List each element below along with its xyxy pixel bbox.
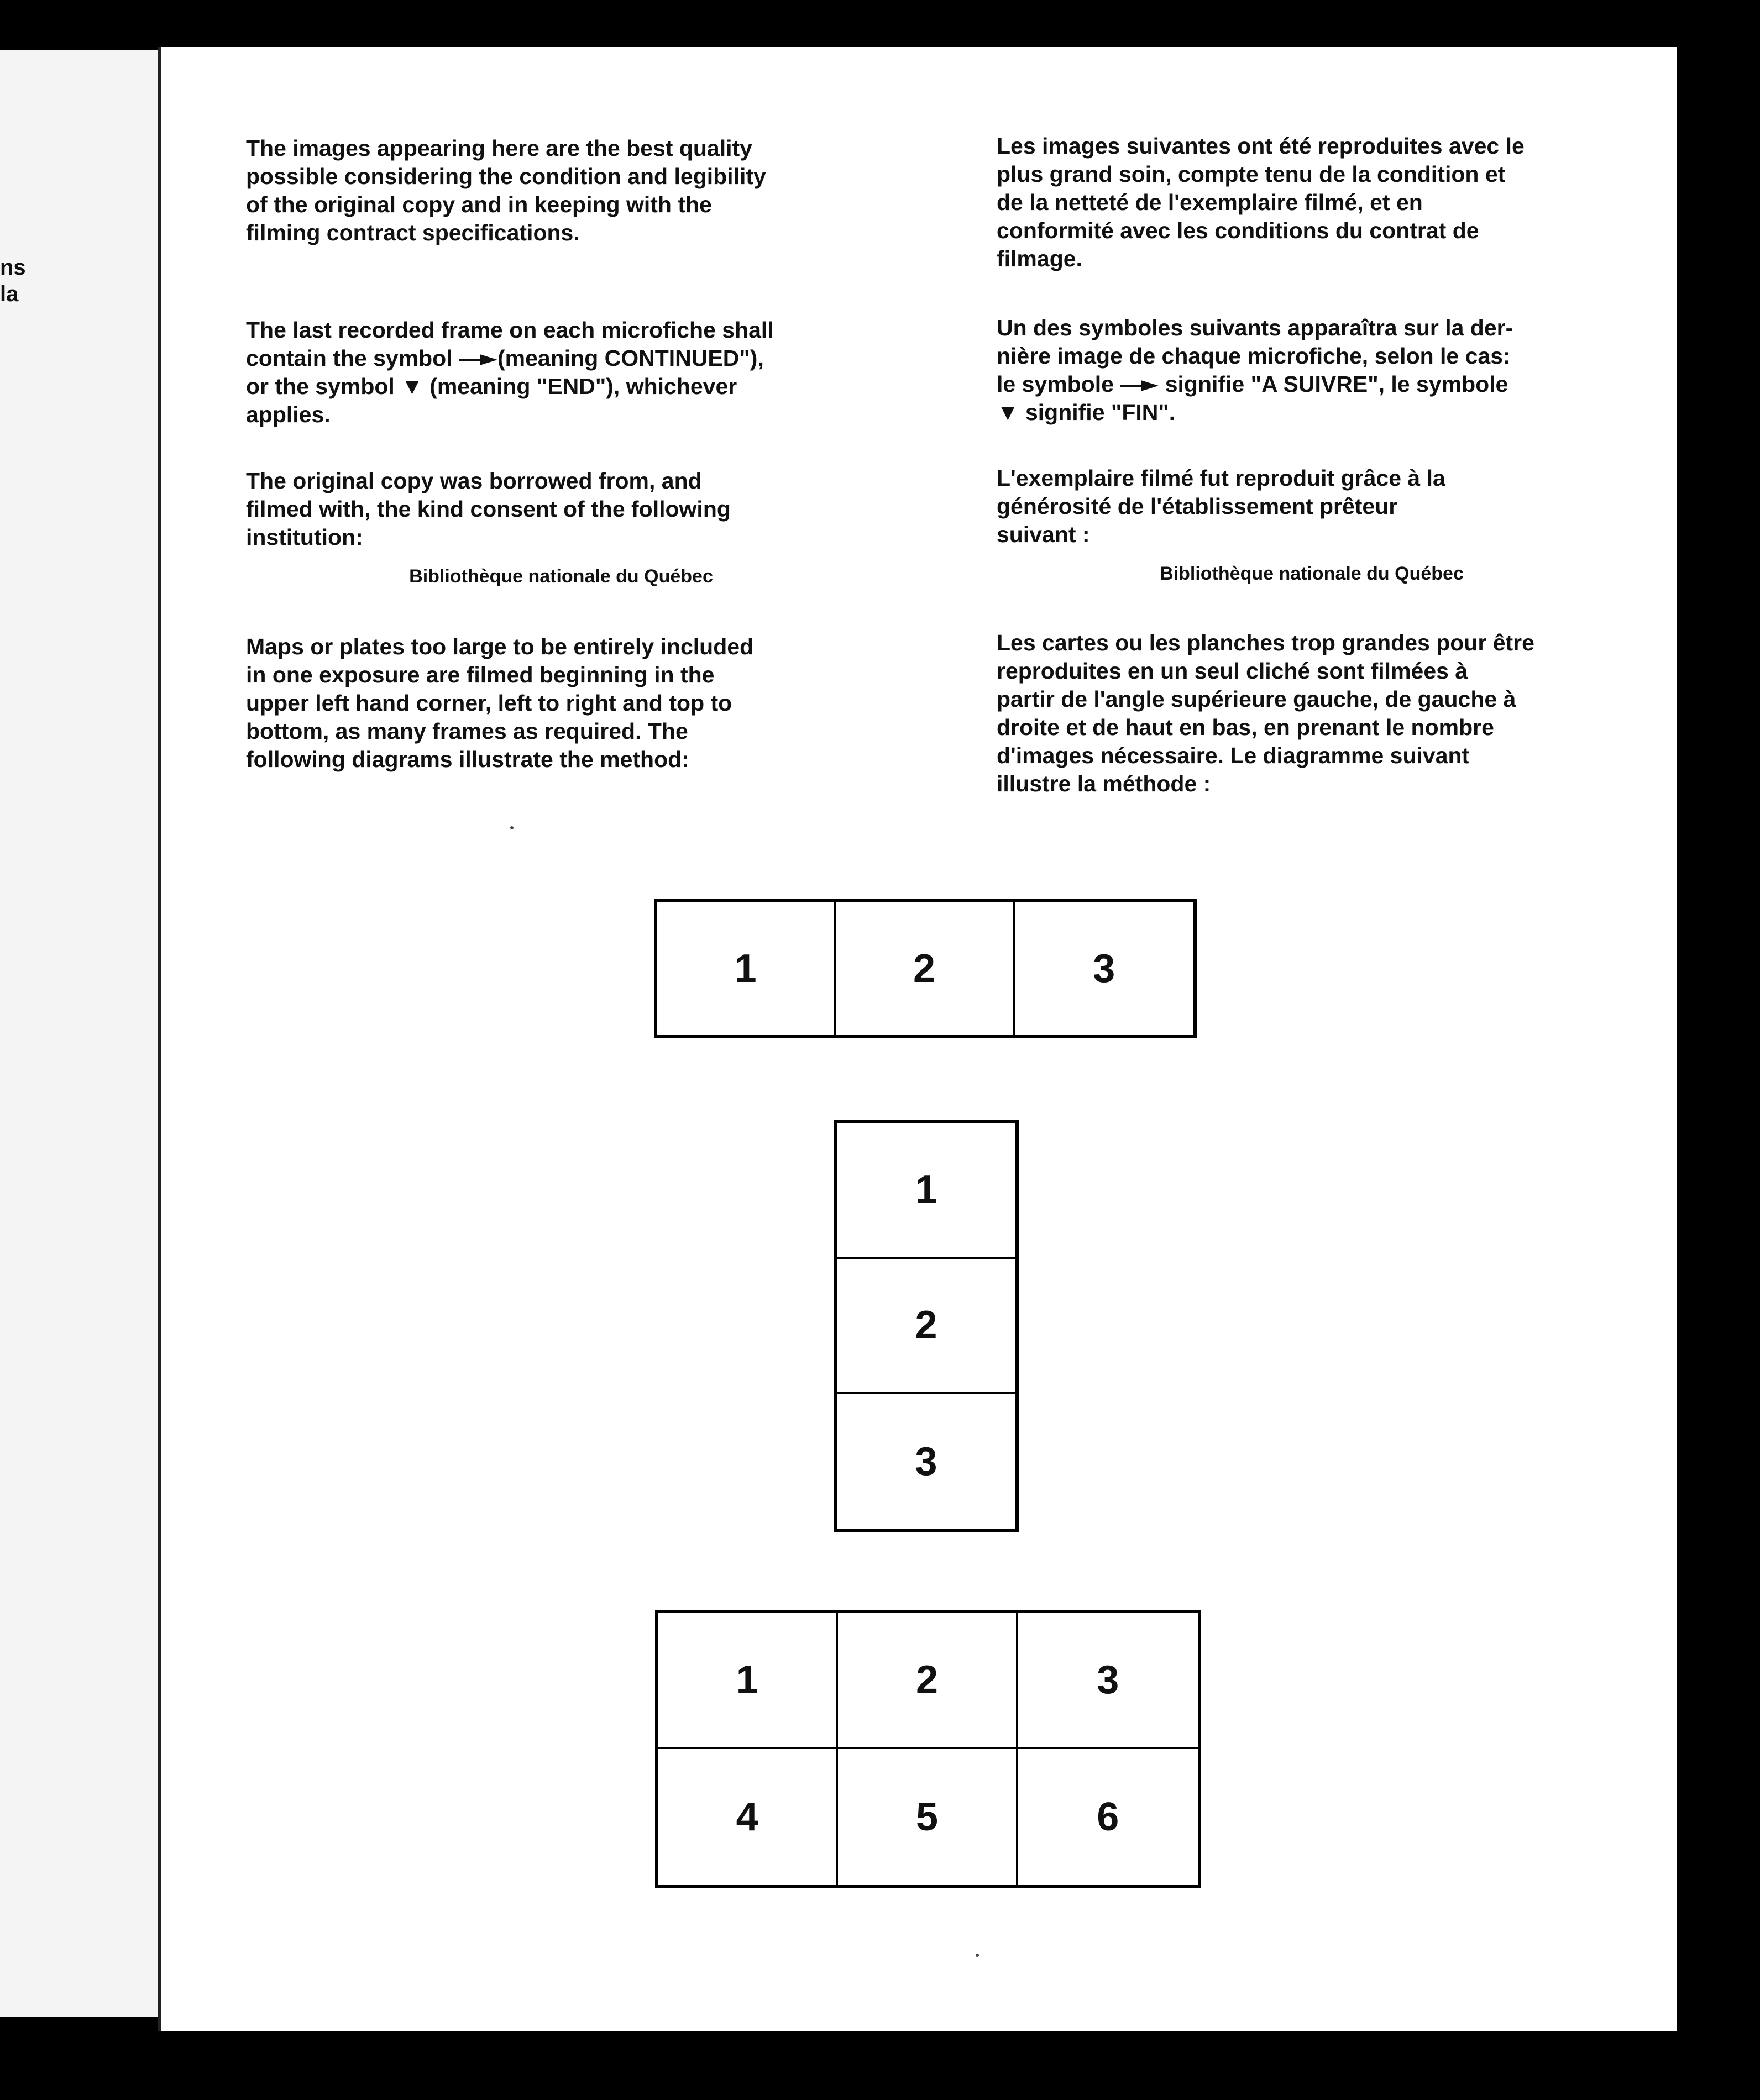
a-suivre-arrow-icon xyxy=(1120,380,1159,392)
frame-cell: 1 xyxy=(658,1613,838,1749)
row-diagram xyxy=(654,899,1197,1038)
french-symbol-line-2: nière image de chaque microfiche, selon le cas: xyxy=(997,343,1511,369)
english-symbol-paragraph xyxy=(246,316,876,429)
french-maps-text: Les cartes ou les planches trop grandes pour être reproduites en un seul cliché sont filmées à partir de l'angle supérieure gauche, de gauche à droite et de haut en bas, en prenant le nombre d'images nécessaire. Le diagramme suivant illustre la méthode : xyxy=(997,630,1534,796)
frame-cell: 1 xyxy=(837,1124,1015,1259)
french-quality-paragraph: Les images suivantes ont été reproduites avec le plus grand soin, compte tenu de la condition et de la netteté de l'exemplaire filmé, et en conformité avec les conditions du contrat de filmage. xyxy=(997,133,1525,271)
french-symbol-paragraph xyxy=(997,314,1627,427)
previous-page-fragment: ns xyxy=(0,255,26,280)
english-institution-paragraph xyxy=(246,467,876,591)
english-institution-name: Bibliothèque nationale du Québec xyxy=(409,566,713,587)
print-speck xyxy=(976,1954,979,1957)
french-maps-paragraph xyxy=(997,629,1627,798)
frame-cell: 3 xyxy=(915,1439,937,1484)
english-borrowed-text: The original copy was borrowed from, and filmed with, the kind consent of the following institution: xyxy=(246,468,731,550)
english-notice-intro xyxy=(246,134,876,247)
english-maps-paragraph xyxy=(246,633,876,774)
frame-cell: 6 xyxy=(1097,1795,1119,1839)
continued-arrow-icon xyxy=(459,354,497,366)
french-institution-name: Bibliothèque nationale du Québec xyxy=(1160,563,1464,584)
french-notice-intro xyxy=(997,132,1627,273)
frame-cell: 2 xyxy=(838,1613,1018,1749)
previous-page-fragment: la xyxy=(0,282,19,306)
print-speck xyxy=(510,826,514,830)
english-symbol-line-1: The last recorded frame on each microfiche shall xyxy=(246,317,774,343)
french-symbol-line-3: le symbole signifie "A SUIVRE", le symbole xyxy=(997,371,1508,397)
french-institution-paragraph xyxy=(997,464,1627,588)
french-borrowed-text: L'exemplaire filmé fut reproduit grâce à la générosité de l'établissement prêteur suivant : xyxy=(997,465,1445,547)
frame-cell: 1 xyxy=(657,902,836,1035)
english-quality-paragraph: The images appearing here are the best quality possible considering the condition and legibility of the original copy and in keeping with the filming contract specifications. xyxy=(246,135,766,245)
column-diagram xyxy=(834,1120,1019,1532)
page-edge xyxy=(158,47,161,2031)
frame-cell: 3 xyxy=(1093,947,1115,991)
previous-page-edge xyxy=(0,50,158,2017)
english-maps-text: Maps or plates too large to be entirely included in one exposure are filmed beginning in the upper left hand corner, left to right and top to bottom, as many frames as required. The following diagrams illustrate the method: xyxy=(246,634,754,772)
french-symbol-line-1: Un des symboles suivants apparaîtra sur la der- xyxy=(997,315,1513,340)
english-symbol-line-3: or the symbol ▼ (meaning "END"), whichever xyxy=(246,374,737,399)
document-page xyxy=(158,47,1677,2031)
frame-cell: 5 xyxy=(838,1749,1018,1885)
frame-cell: 4 xyxy=(658,1749,838,1885)
english-symbol-line-2: contain the symbol (meaning CONTINUED"), xyxy=(246,345,764,371)
frame-cell: 3 xyxy=(1018,1613,1198,1749)
grid-diagram xyxy=(655,1610,1201,1888)
french-symbol-line-4: ▼ signifie "FIN". xyxy=(997,400,1176,425)
frame-cell: 2 xyxy=(836,902,1014,1035)
english-symbol-line-4: applies. xyxy=(246,402,331,427)
frame-cell: 2 xyxy=(837,1259,1015,1394)
